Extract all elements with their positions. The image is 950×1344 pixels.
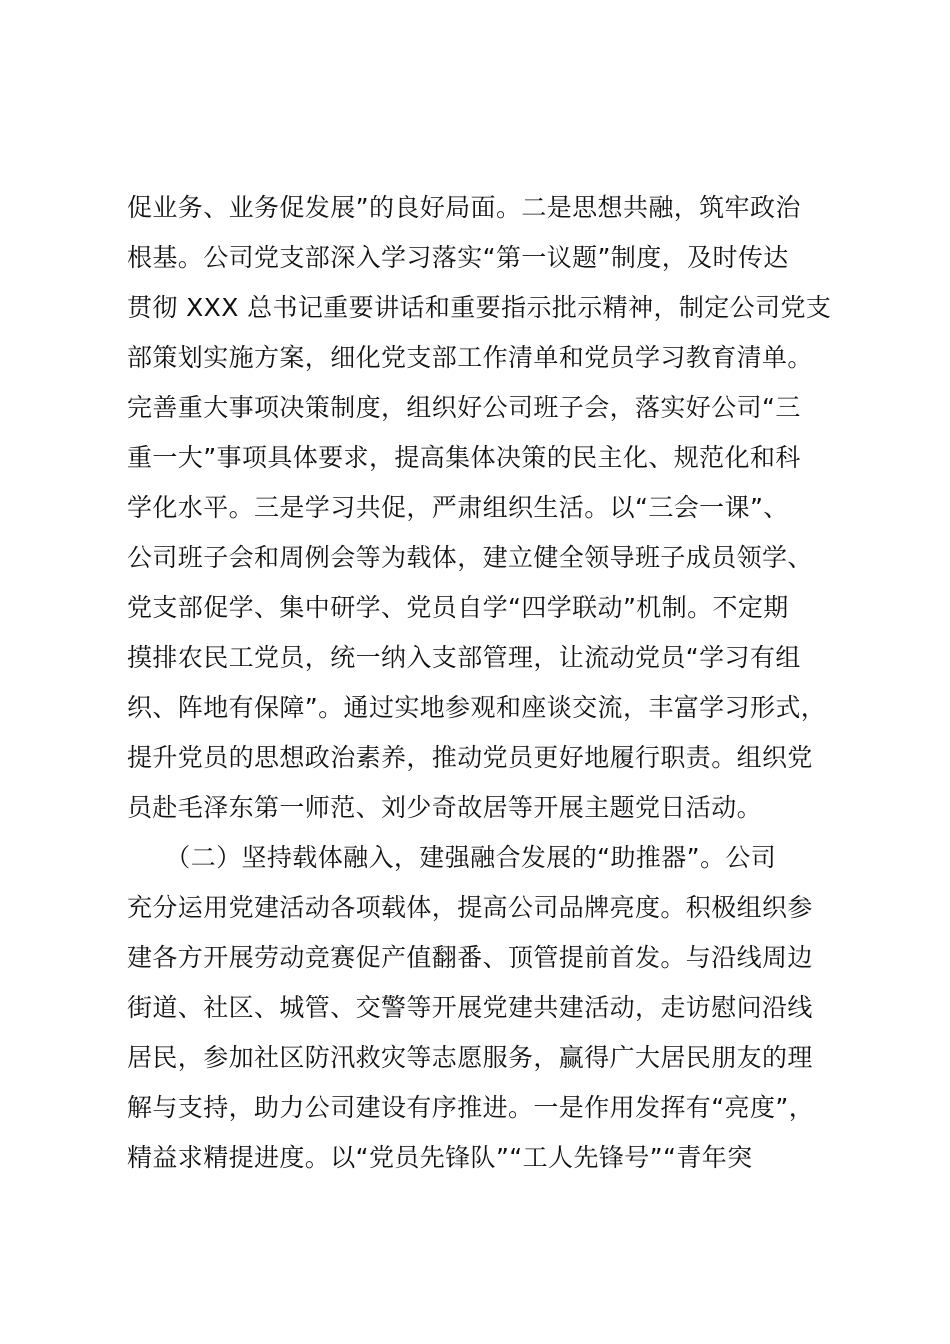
text-line: 完善重大事项决策制度，组织好公司班子会，落实好公司“三 [127, 393, 801, 422]
text-line: 织、阵地有保障”。通过实地参观和座谈交流，丰富学习形式， [127, 693, 827, 722]
body-text [127, 183, 857, 1183]
text-line: 提升党员的思想政治素养，推动党员更好地履行职责。组织党 [127, 743, 813, 772]
section-heading-line: （二）坚持载体融入，建强融合发展的“助推器”。公司 [127, 843, 777, 872]
text-line: 建各方开展劳动竞赛促产值翻番、顶管提前首发。与沿线周边 [127, 943, 813, 972]
text-line: 部策划实施方案，细化党支部工作清单和党员学习教育清单。 [127, 343, 813, 372]
text-line: 解与支持，助力公司建设有序推进。一是作用发挥有“亮度”， [127, 1093, 815, 1122]
text-line: 摸排农民工党员，统一纳入支部管理，让流动党员“学习有组 [127, 643, 801, 672]
text-line: 促业务、业务促发展”的良好局面。二是思想共融，筑牢政治 [127, 193, 801, 222]
text-line: 贯彻 XXX 总书记重要讲话和重要指示批示精神，制定公司党支 [127, 293, 832, 322]
text-line: 公司班子会和周例会等为载体，建立健全领导班子成员领学、 [127, 543, 813, 572]
text-line: 街道、社区、城管、交警等开展党建共建活动，走访慰问沿线 [127, 993, 813, 1022]
text-line: 居民，参加社区防汛救灾等志愿服务，赢得广大居民朋友的理 [127, 1043, 813, 1072]
text-line: 员赴毛泽东第一师范、刘少奇故居等开展主题党日活动。 [127, 793, 763, 822]
text-line: 学化水平。三是学习共促，严肃组织生活。以“三会一课”、 [127, 493, 789, 522]
text-line: 充分运用党建活动各项载体，提高公司品牌亮度。积极组织参 [127, 893, 813, 922]
text-line: 党支部促学、集中研学、党员自学“四学联动”机制。不定期 [127, 593, 789, 622]
text-line: 根基。公司党支部深入学习落实“第一议题”制度，及时传达 [127, 243, 789, 272]
text-line: 精益求精提进度。以“党员先锋队”“工人先锋号”“青年突 [127, 1143, 753, 1172]
text-line: 重一大”事项具体要求，提高集体决策的民主化、规范化和科 [127, 443, 801, 472]
